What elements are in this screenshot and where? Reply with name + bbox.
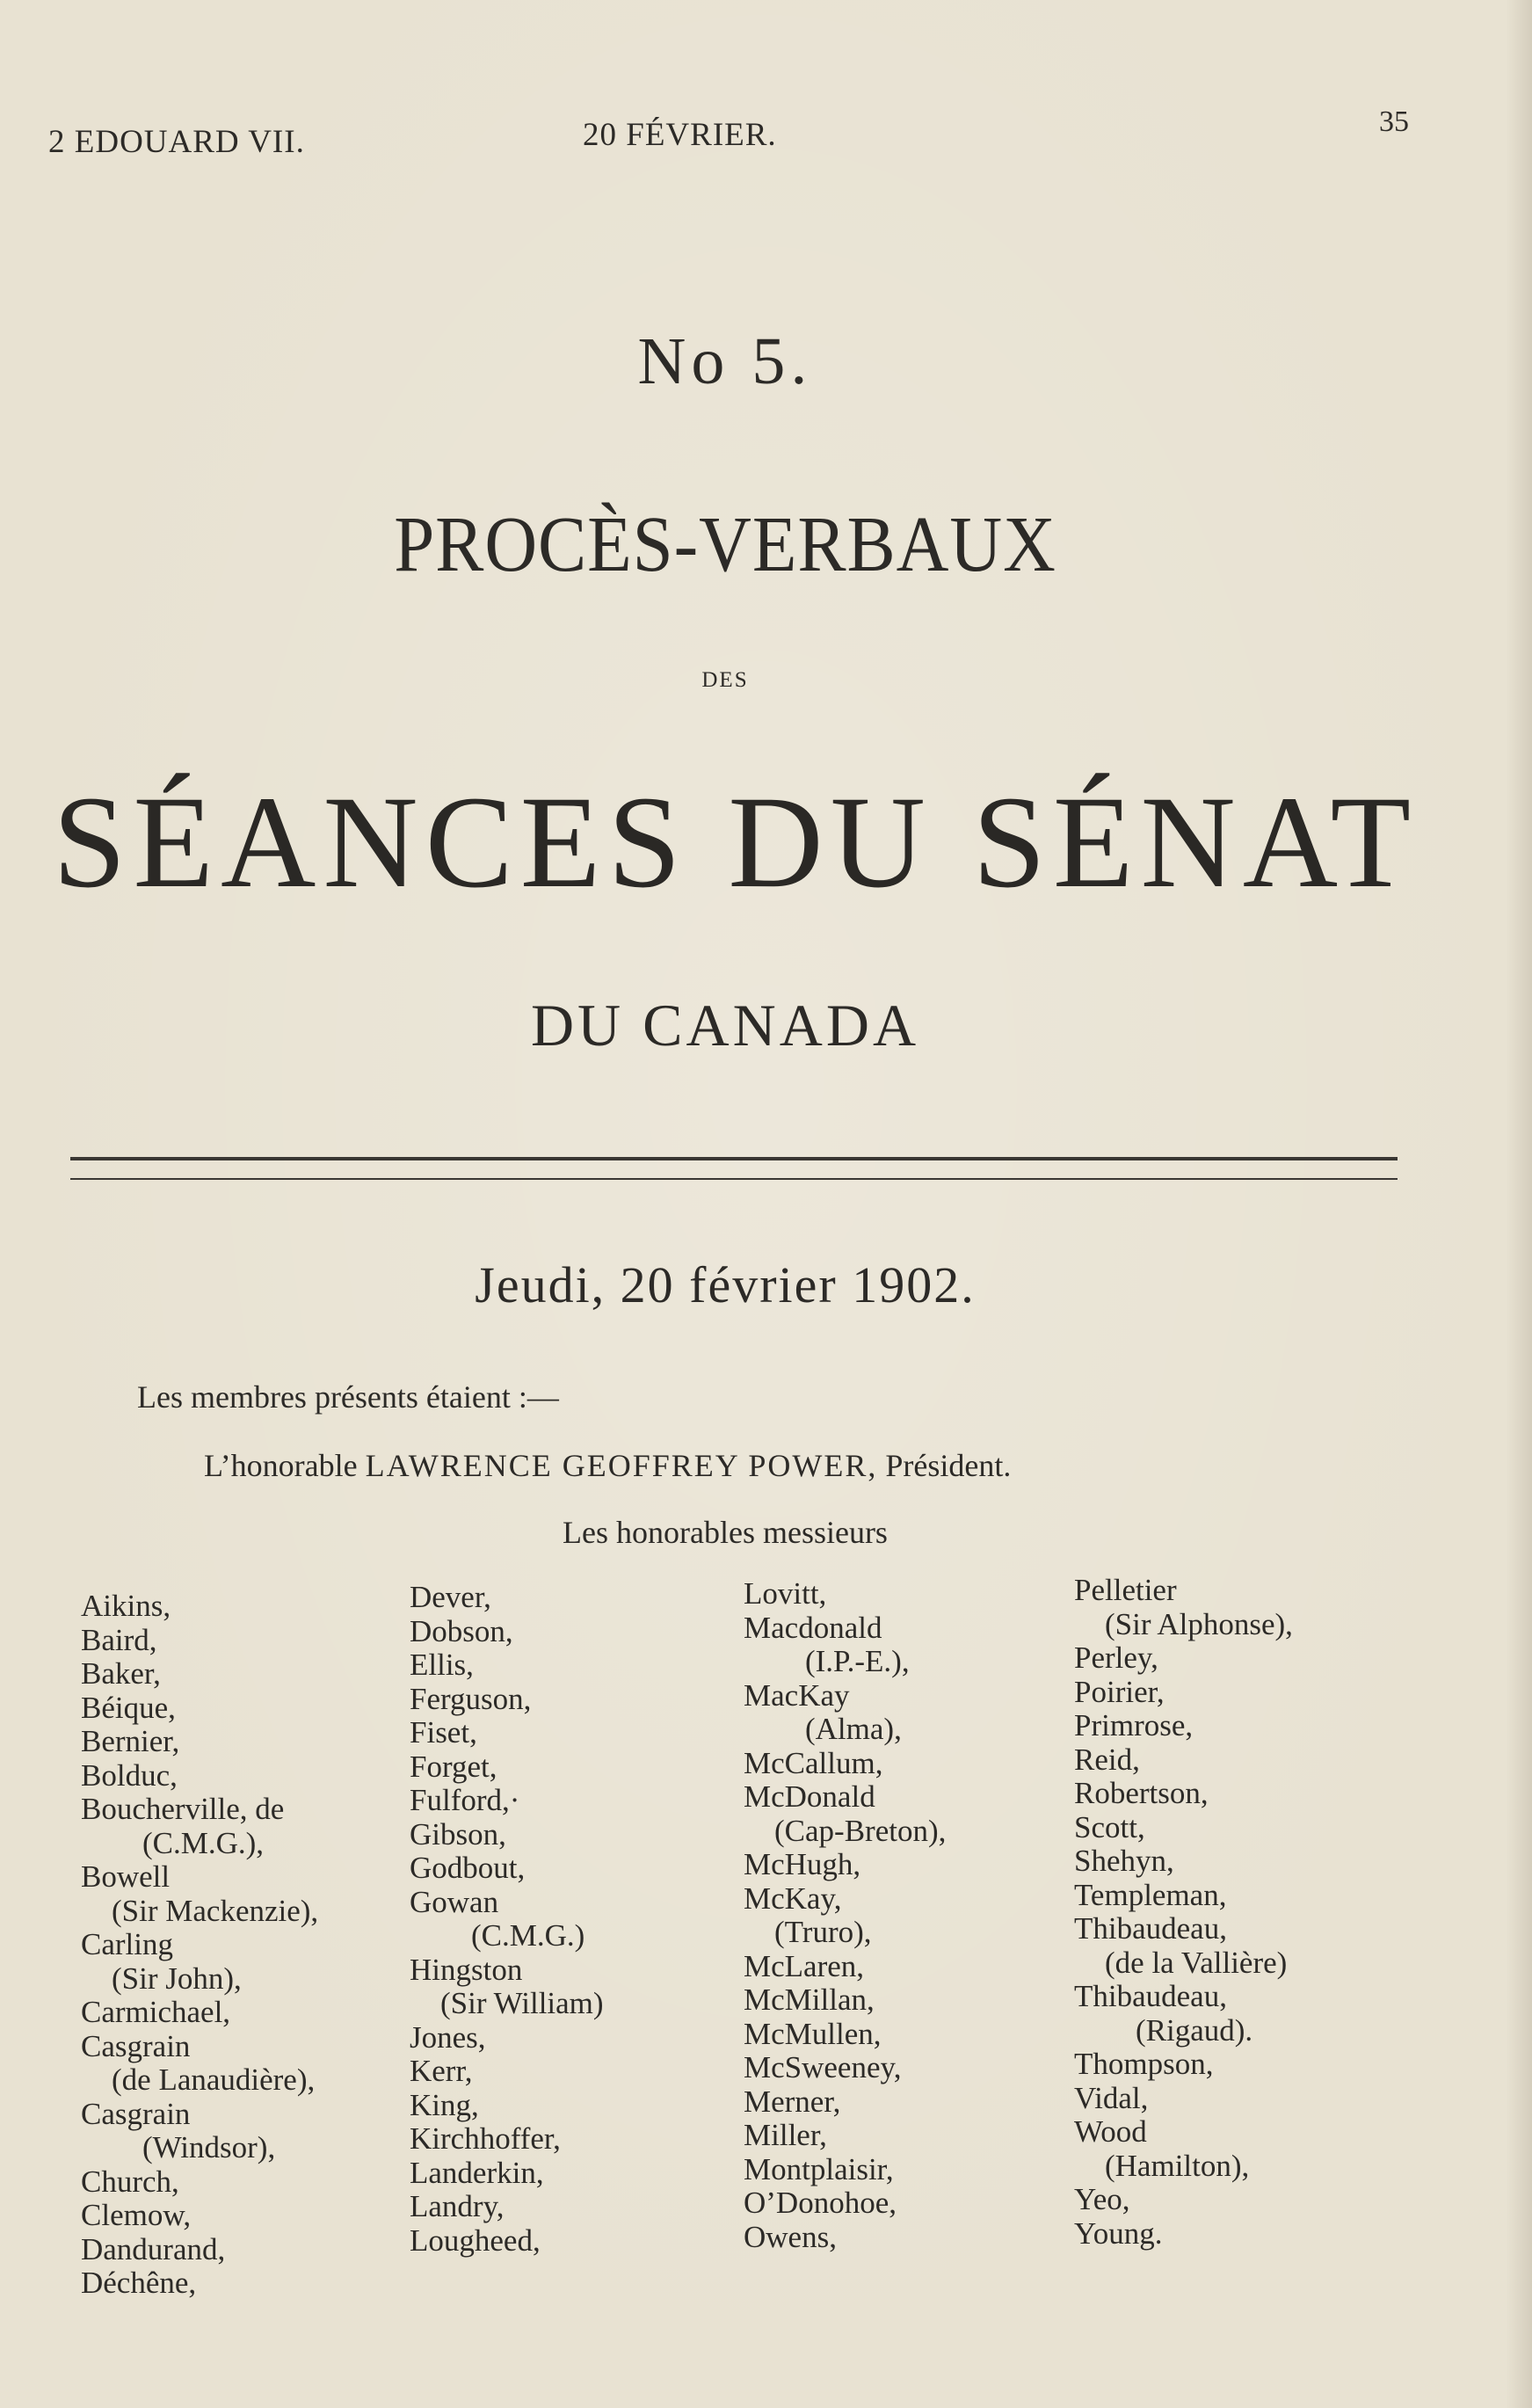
senator-name: Godbout,	[410, 1851, 526, 1885]
senator-name: Robertson,	[1074, 1776, 1209, 1810]
senator-name: (Alma),	[744, 1712, 902, 1746]
senator-name: Béique,	[81, 1690, 176, 1725]
senator-name: Hingston	[410, 1952, 523, 1987]
senator-name: Vidal,	[1074, 2080, 1149, 2115]
senator-name: O’Donohoe,	[744, 2186, 897, 2220]
president-title: Président.	[885, 1448, 1012, 1483]
senators-column-2	[410, 1581, 604, 2258]
senator-name: (Rigaud).	[1074, 2012, 1253, 2048]
senator-name: (I.P.-E.),	[744, 1644, 910, 1678]
president-name: LAWRENCE GEOFFREY POWER,	[365, 1448, 878, 1483]
senator-name: Déchêne,	[81, 2266, 197, 2300]
senator-name: Ellis,	[410, 1648, 474, 1682]
session-date: Jeudi, 20 février 1902.	[475, 1256, 976, 1313]
senator-name: Dobson,	[410, 1613, 513, 1648]
senator-name: Miller,	[744, 2118, 827, 2152]
honorables-heading: Les honorables messieurs	[563, 1515, 888, 1550]
senator-name: MacKay	[744, 1677, 850, 1713]
senator-name: McDonald	[744, 1779, 875, 1814]
senator-name: Fiset,	[410, 1715, 477, 1750]
senators-column-3	[744, 1577, 946, 2254]
senator-name: McSweeney,	[744, 2050, 902, 2084]
members-intro: Les membres présents étaient :—	[137, 1379, 559, 1415]
senators-column-1	[81, 1590, 318, 2301]
senator-name: Boucherville, de	[81, 1792, 285, 1826]
senator-name: Scott,	[1074, 1809, 1145, 1844]
senators-column-4	[1074, 1574, 1293, 2251]
senator-name: Ferguson,	[410, 1681, 532, 1716]
senator-name: McKay,	[744, 1881, 842, 1916]
senator-name: (Sir John),	[81, 1961, 242, 1996]
senator-name: Casgrain	[81, 2096, 191, 2131]
senator-name: Dandurand,	[81, 2231, 226, 2266]
senator-name: (de la Vallière)	[1074, 1945, 1288, 1980]
senator-name: Reid,	[1074, 1742, 1140, 1777]
senator-name: King,	[410, 2087, 479, 2122]
senator-name: Pelletier	[1074, 1573, 1177, 1607]
title-proces-verbaux: PROCÈS-VERBAUX	[394, 501, 1056, 588]
senator-name: Poirier,	[1074, 1674, 1165, 1709]
senator-name: Baird,	[81, 1622, 157, 1657]
senator-name: Primrose,	[1074, 1708, 1194, 1742]
senator-name: McHugh,	[744, 1847, 861, 1881]
senator-name: Owens,	[744, 2219, 837, 2254]
page-edge-shadow	[1506, 0, 1532, 2408]
senator-name: Bolduc,	[81, 1757, 178, 1793]
senator-name: (Windsor),	[81, 2130, 276, 2164]
senator-name: (Sir Mackenzie),	[81, 1893, 319, 1928]
issue-number: No 5.	[637, 324, 813, 398]
senator-name: Jones,	[410, 2019, 486, 2055]
senator-name: Yeo,	[1074, 2182, 1130, 2216]
senator-name: Gowan	[410, 1884, 499, 1919]
page-number: 35	[1379, 105, 1409, 138]
senator-name: McLaren,	[744, 1948, 865, 1983]
title-du-canada: DU CANADA	[530, 992, 920, 1059]
senator-name: Kerr,	[410, 2054, 473, 2088]
senator-name: Carmichael,	[81, 1995, 231, 2029]
senator-name: Montplaisir,	[744, 2151, 894, 2186]
senator-name: Fulford,·	[410, 1783, 520, 1817]
senator-name: (Sir William)	[410, 1986, 604, 2020]
senator-name: Church,	[81, 2164, 179, 2199]
senator-name: Dever,	[410, 1580, 491, 1614]
president-line	[204, 1447, 1011, 1484]
title-seances-du-senat: SÉANCES DU SÉNAT	[53, 769, 1419, 915]
senator-name: Thibaudeau,	[1074, 1911, 1227, 1946]
senator-name: Macdonald	[744, 1610, 882, 1645]
senator-name: Young.	[1074, 2215, 1163, 2251]
senator-name: (Sir Alphonse),	[1074, 1606, 1293, 1641]
senator-name: (Hamilton),	[1074, 2148, 1250, 2183]
senator-name: Baker,	[81, 1656, 161, 1691]
senator-name: Aikins,	[81, 1589, 171, 1623]
senator-name: Carling	[81, 1927, 173, 1961]
senator-name: Merner,	[744, 2084, 841, 2119]
senator-name: Forget,	[410, 1749, 497, 1784]
senator-name: Lougheed,	[410, 2222, 541, 2258]
title-des: DES	[701, 668, 749, 692]
senator-name: (C.M.G.),	[81, 1825, 265, 1860]
header-date: 20 FÉVRIER.	[583, 117, 777, 153]
senator-name: Clemow,	[81, 2198, 192, 2232]
senator-name: Landry,	[410, 2189, 505, 2223]
senator-name: Bowell	[81, 1859, 171, 1894]
senator-name: Thompson,	[1074, 2047, 1214, 2081]
president-prefix: L’honorable	[204, 1448, 358, 1483]
senator-name: Gibson,	[410, 1816, 506, 1851]
senator-name: (C.M.G.)	[410, 1918, 585, 1953]
running-header	[48, 105, 1409, 160]
senator-name: Lovitt,	[744, 1576, 827, 1611]
senator-name: Wood	[1074, 2114, 1147, 2149]
senator-name: Kirchhoffer,	[410, 2121, 561, 2156]
senator-name: Thibaudeau,	[1074, 1979, 1227, 2013]
senator-name: McMillan,	[744, 1982, 875, 2017]
senator-name: McMullen,	[744, 2016, 882, 2051]
senator-name: (Cap-Breton),	[744, 1813, 947, 1848]
senator-name: Bernier,	[81, 1724, 180, 1758]
divider-rule-thin	[70, 1178, 1398, 1180]
senator-name: Landerkin,	[410, 2155, 544, 2190]
divider-rule	[70, 1157, 1398, 1160]
senator-name: Casgrain	[81, 2028, 191, 2063]
senator-name: Shehyn,	[1074, 1844, 1174, 1878]
senator-name: Templeman,	[1074, 1877, 1227, 1912]
senator-name: McCallum,	[744, 1745, 883, 1780]
header-reign: 2 EDOUARD VII.	[48, 124, 305, 160]
senator-name: (Truro),	[744, 1915, 872, 1949]
senator-name: Perley,	[1074, 1640, 1158, 1675]
senator-name: (de Lanaudière),	[81, 2062, 316, 2097]
